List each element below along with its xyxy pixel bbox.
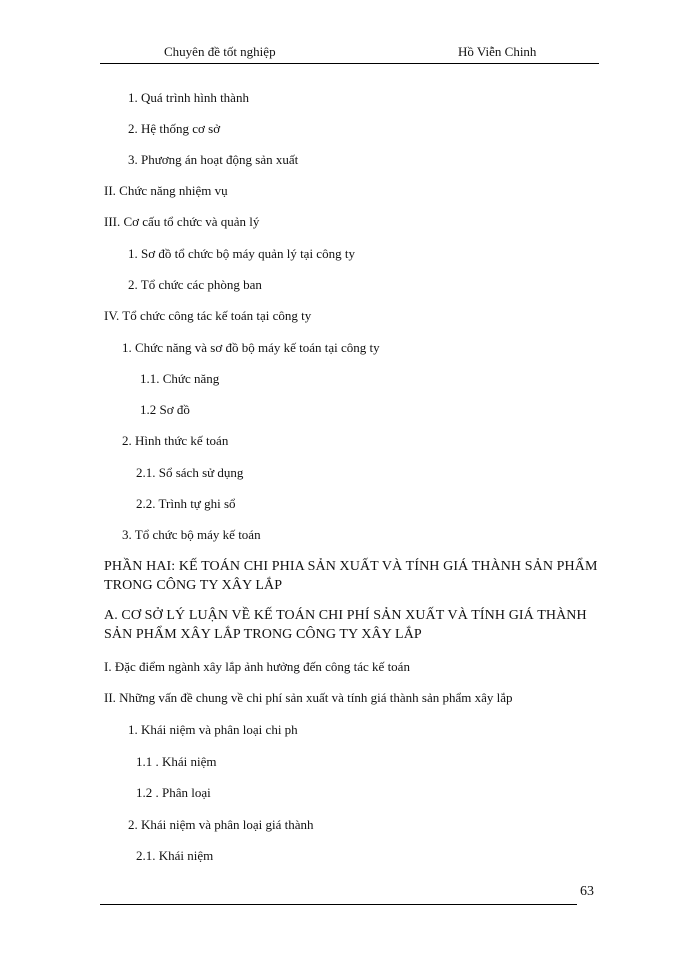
toc-entry-5: III. Cơ cấu tổ chức và quản lý [104, 214, 260, 229]
toc-entry-13: 2.1. Sổ sách sử dụng [136, 465, 244, 480]
toc-entry-11: 1.2 Sơ đồ [140, 402, 190, 417]
toc-entry-8: IV. Tổ chức công tác kế toán tại công ty [104, 308, 312, 323]
toc-entry-6: 1. Sơ đồ tổ chức bộ máy quản lý tại công ty [128, 246, 355, 261]
toc-entry-2: 2. Hệ thống cơ sở [128, 121, 221, 136]
toc-entry-15: 3. Tổ chức bộ máy kế toán [122, 527, 261, 542]
part-two-heading-line-2: TRONG CÔNG TY XÂY LẮP [104, 578, 283, 593]
toc-entry-20: 1.2 . Phân loại [136, 785, 211, 800]
footer-divider [100, 904, 577, 905]
toc-entry-18: 1. Khái niệm và phân loại chi ph [128, 722, 298, 737]
toc-entry-3: 3. Phương án hoạt động sản xuất [128, 152, 299, 167]
toc-entry-16: I. Đặc điểm ngành xây lắp ảnh hưởng đến công tác kế toán [104, 659, 410, 674]
toc-entry-7: 2. Tổ chức các phòng ban [128, 277, 262, 292]
page-number: 63 [580, 884, 594, 899]
header-author: Hồ Viễn Chinh [458, 44, 537, 59]
toc-entry-14: 2.2. Trình tự ghi sổ [136, 496, 236, 511]
toc-entry-9: 1. Chức năng và sơ đồ bộ máy kế toán tại công ty [122, 340, 380, 355]
toc-entry-12: 2. Hình thức kế toán [122, 433, 229, 448]
toc-entry-17: II. Những vấn đề chung về chi phí sản xuất và tính giá thành sản phẩm xây lắp [104, 690, 513, 705]
section-a-heading-line-2: SẢN PHẨM XÂY LẮP TRONG CÔNG TY XÂY LẮP [104, 627, 422, 642]
toc-entry-10: 1.1. Chức năng [140, 371, 220, 386]
section-a-heading-line-1: A. CƠ SỞ LÝ LUẬN VỀ KẾ TOÁN CHI PHÍ SẢN XUẤT VÀ TÍNH GIÁ THÀNH [104, 608, 587, 623]
part-two-heading-line-1: PHẦN HAI: KẾ TOÁN CHI PHIA SẢN XUẤT VÀ TÍNH GIÁ THÀNH SẢN PHẨM [104, 559, 598, 574]
toc-entry-4: II. Chức năng nhiệm vụ [104, 183, 228, 198]
toc-entry-21: 2. Khái niệm và phân loại giá thành [128, 817, 314, 832]
toc-entry-1: 1. Quá trình hình thành [128, 90, 249, 105]
header-title: Chuyên đề tốt nghiệp [164, 44, 276, 59]
toc-entry-22: 2.1. Khái niệm [136, 848, 214, 863]
toc-entry-19: 1.1 . Khái niệm [136, 754, 217, 769]
